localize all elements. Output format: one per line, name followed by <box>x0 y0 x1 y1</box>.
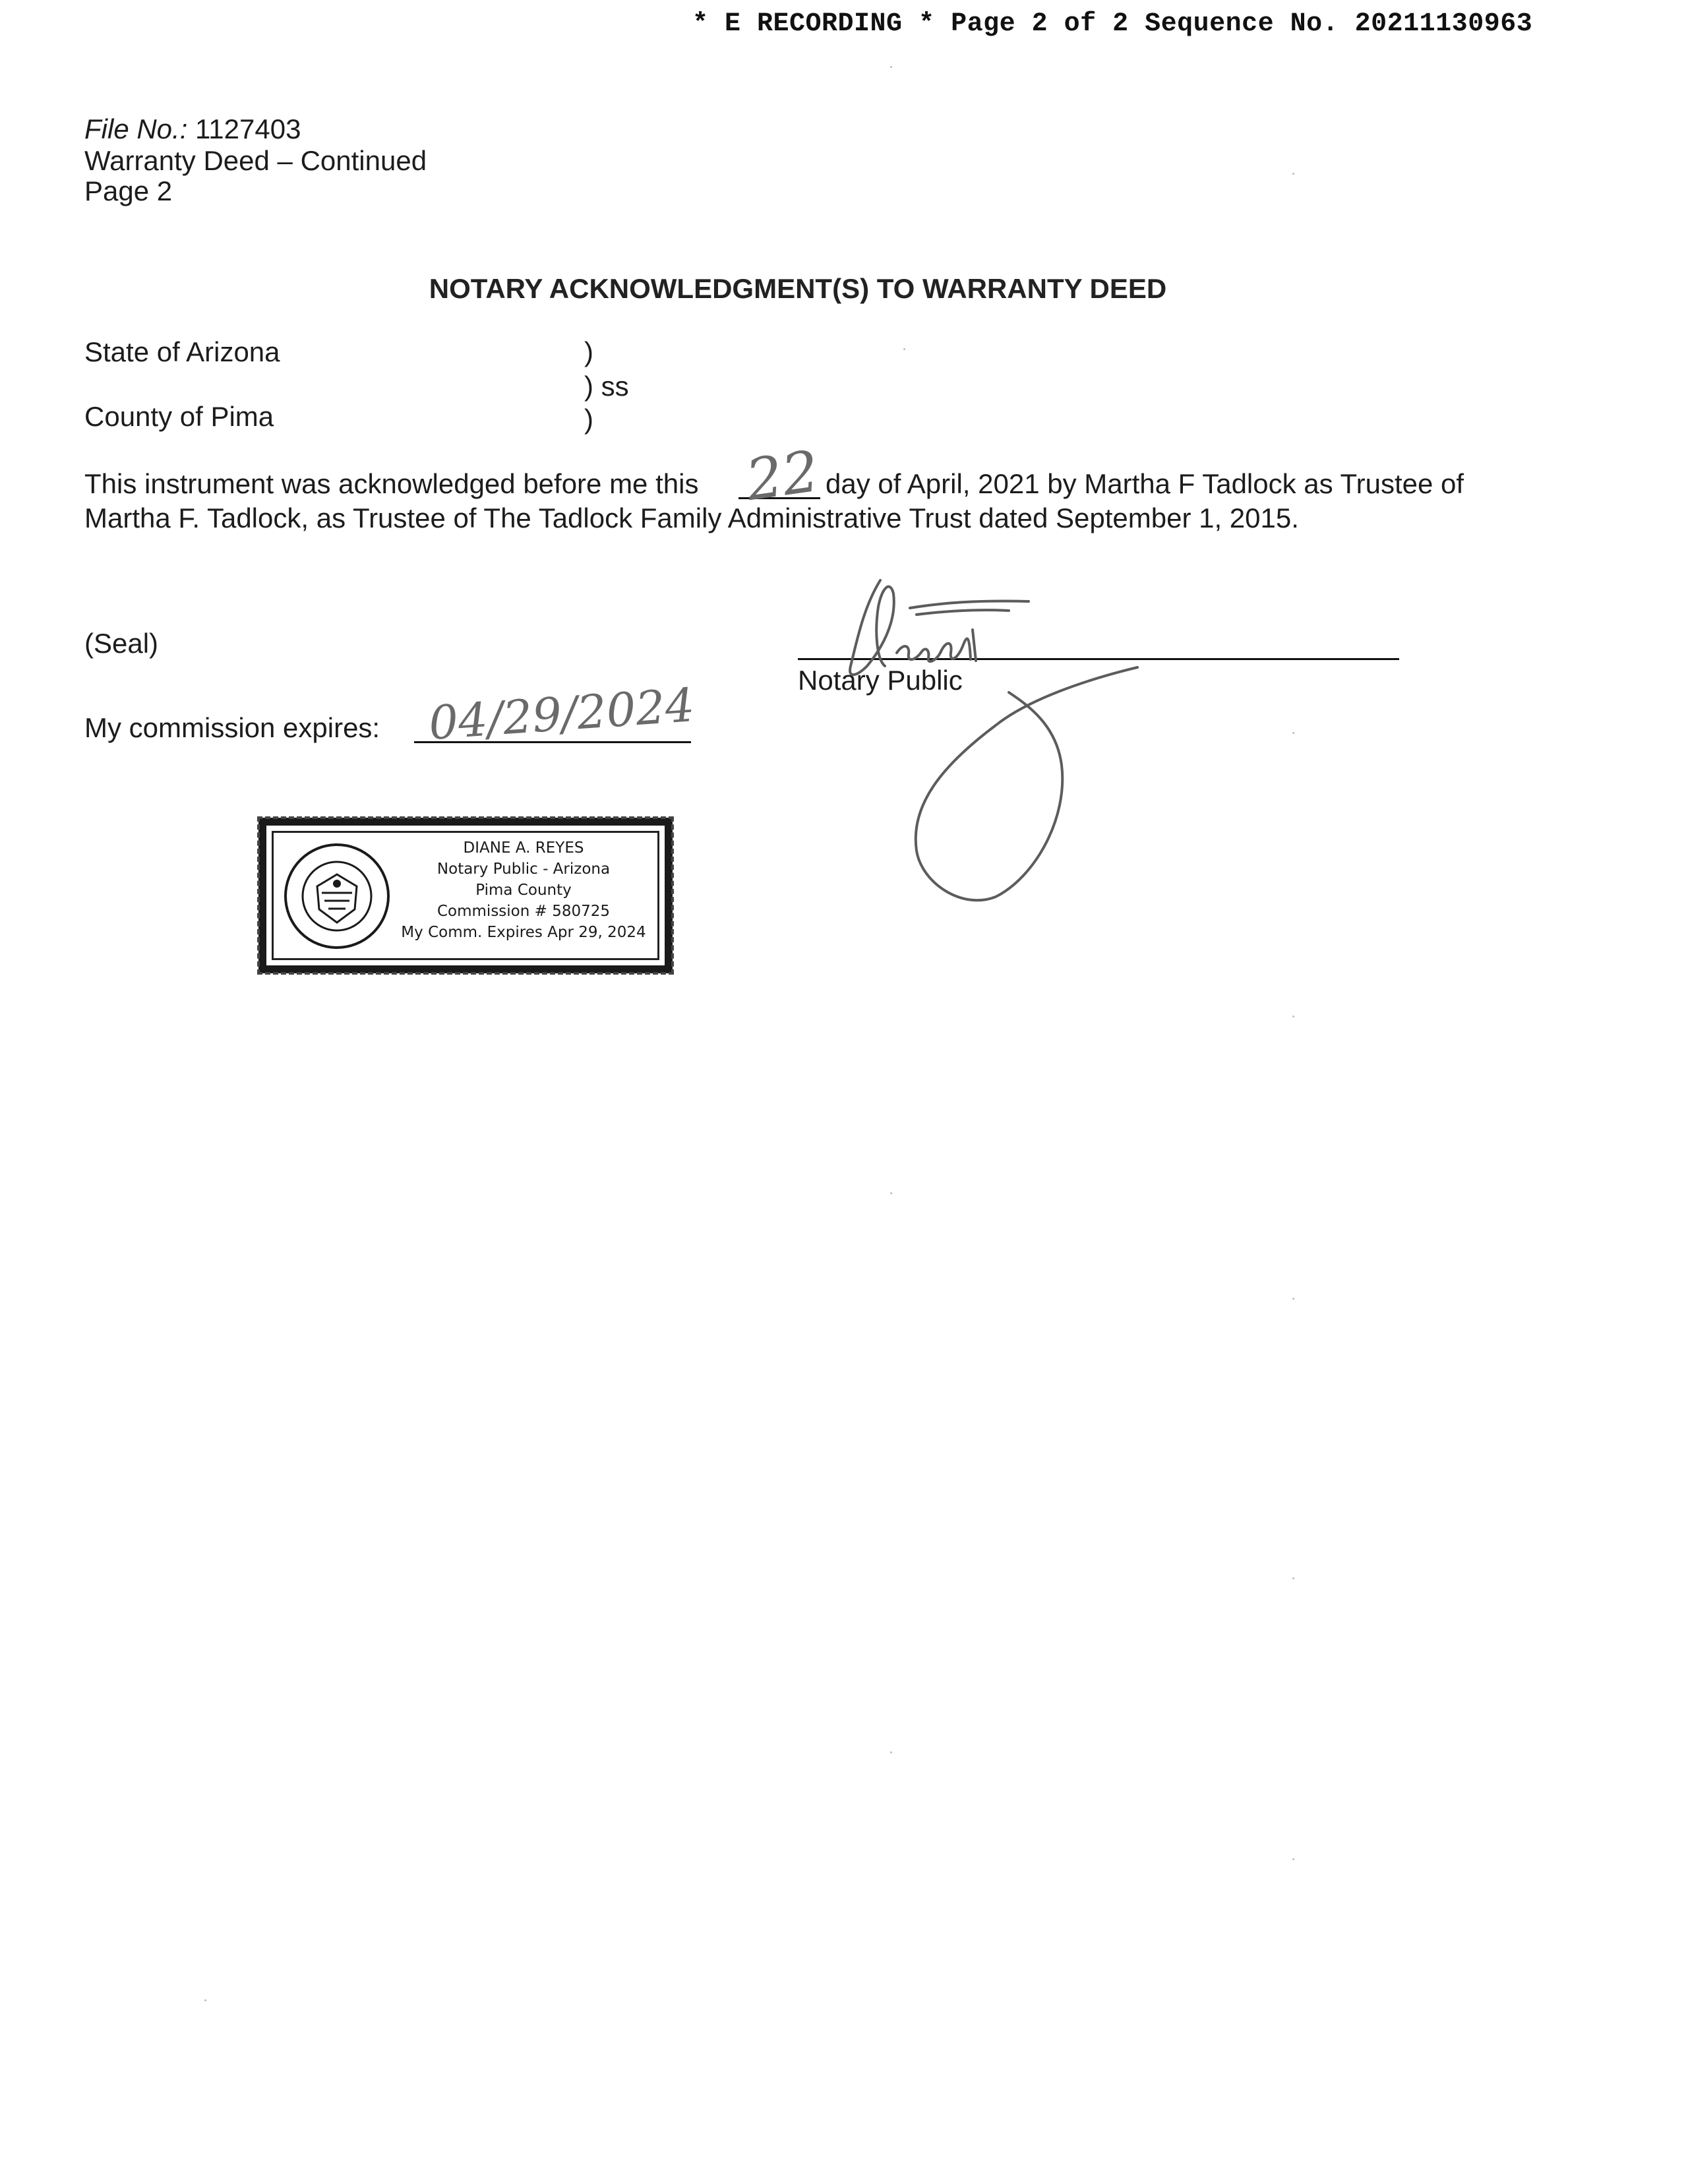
commission-expires-label: My commission expires: <box>84 712 380 743</box>
scan-speck <box>204 1999 206 2001</box>
scan-speck <box>1292 1577 1294 1579</box>
acknowledgment-before: This instrument was acknowledged before me this <box>84 468 699 499</box>
section-title: NOTARY ACKNOWLEDGMENT(S) TO WARRANTY DEED <box>429 273 1167 304</box>
commission-expiry-date: 04/29/2024 <box>427 678 696 750</box>
scan-speck <box>1292 732 1294 734</box>
stamp-notary-title: Notary Public - Arizona <box>437 861 611 878</box>
file-number: 1127403 <box>195 113 301 144</box>
scan-speck <box>1292 1298 1294 1300</box>
file-number-label: File No.: <box>84 113 188 144</box>
acknowledgment-after: day of April, 2021 by Martha F Tadlock as Trustee of <box>826 468 1464 499</box>
file-number-line <box>84 113 301 145</box>
stamp-notary-name: DIANE A. REYES <box>463 839 584 857</box>
stamp-county: Pima County <box>475 882 572 899</box>
scan-speck <box>890 66 892 68</box>
acknowledgment-line-2: Martha F. Tadlock, as Trustee of The Tadlock Family Administrative Trust dated September 1, 2015. <box>84 502 1299 533</box>
scan-speck <box>903 348 905 350</box>
notary-signature <box>811 567 1180 923</box>
stamp-commission-expires: My Comm. Expires Apr 29, 2024 <box>401 924 646 941</box>
scan-speck <box>1292 1858 1294 1860</box>
venue-paren-1: ) <box>584 336 593 367</box>
scan-speck <box>1292 1016 1294 1017</box>
scan-speck <box>890 1751 892 1753</box>
scan-speck <box>890 1192 892 1194</box>
deed-continued-label: Warranty Deed – Continued <box>84 145 427 176</box>
notary-stamp <box>258 818 673 973</box>
acknowledgment-day: 22 <box>742 438 823 514</box>
page-number: Page 2 <box>84 175 173 206</box>
arizona-state-seal-icon <box>281 840 393 952</box>
notary-stamp-text <box>392 837 655 943</box>
venue-state: State of Arizona <box>84 336 280 367</box>
venue-paren-3: ) <box>584 404 593 435</box>
recording-header: * E RECORDING * Page 2 of 2 Sequence No. 20211130963 <box>692 9 1533 39</box>
venue-ss: ) ss <box>584 371 629 402</box>
seal-label: (Seal) <box>84 628 159 659</box>
notary-public-label: Notary Public <box>798 665 963 696</box>
venue-county: County of Pima <box>84 401 274 432</box>
stamp-commission-number: Commission # 580725 <box>437 903 611 920</box>
scan-speck <box>1292 173 1294 175</box>
